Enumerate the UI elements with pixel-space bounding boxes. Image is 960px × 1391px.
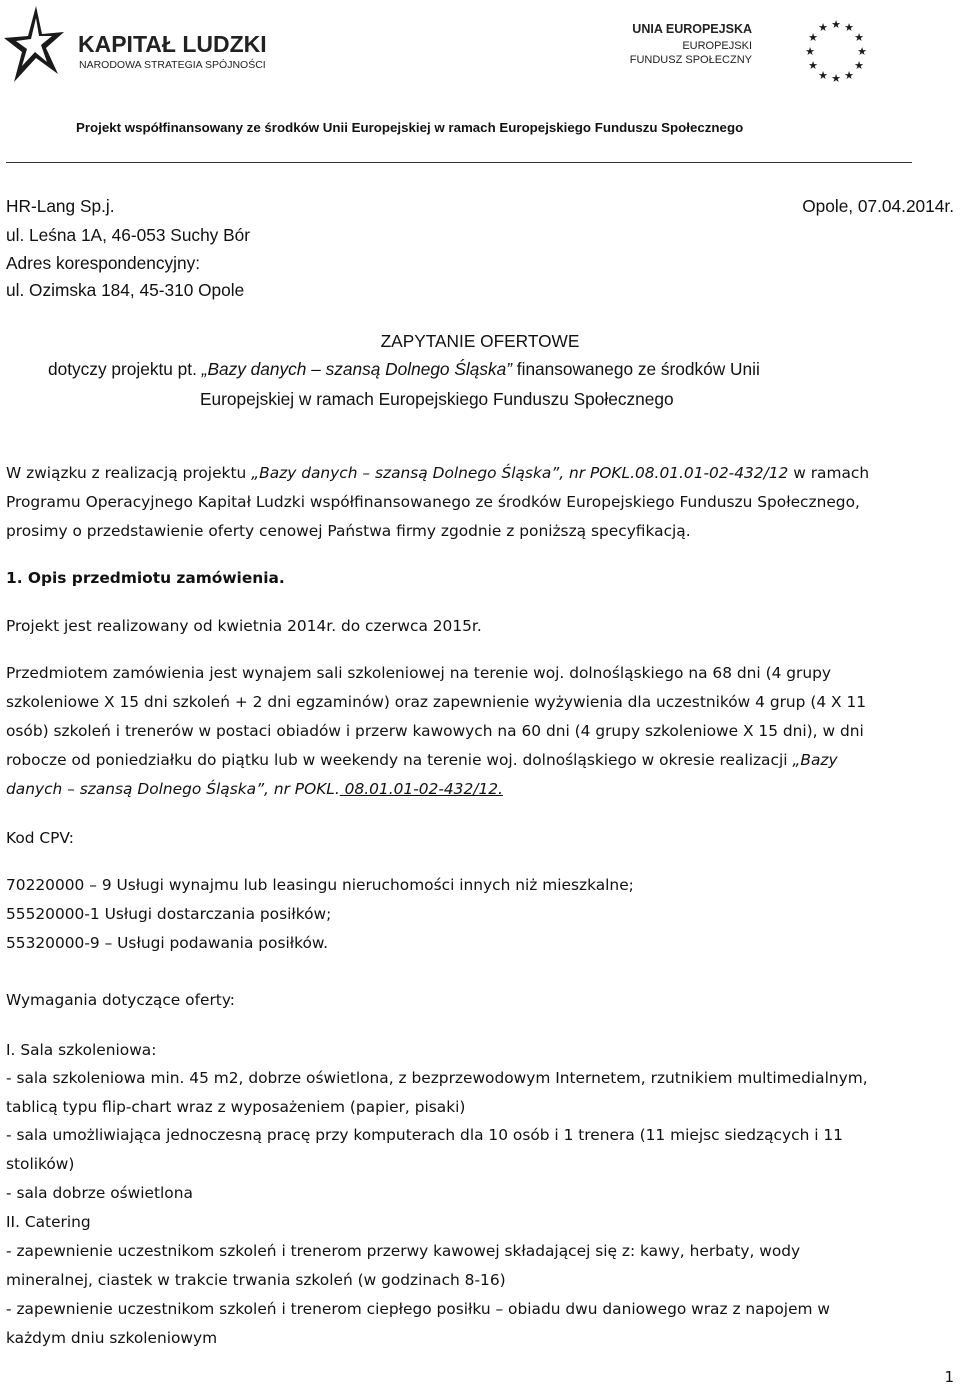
intro-project-ref: „Bazy danych – szansą Dolnego Śląska”, nr POKL.08.01.01-02-432/12 [251,464,789,482]
header-divider [6,162,912,163]
requirements-label: Wymagania dotyczące oferty: [6,991,235,1009]
requirement-line: tablicą typu flip-chart wraz z wyposażeniem (papier, pisaki) [6,1098,466,1116]
svg-text:★: ★ [831,18,841,31]
svg-text:★: ★ [857,45,867,58]
scope-line-5 [6,780,503,798]
kapital-ludzki-star-icon [2,4,66,90]
scope-line-4-project: „Bazy [792,751,838,769]
svg-text:★: ★ [805,45,815,58]
requirement-line: każdym dniu szkoleniowym [6,1329,218,1347]
scope-line-3: osób) szkoleń i trenerów w postaci obiadów i przerw kawowych na 60 dni (4 grupy szkoleniowe X 15 dni), w dni [6,722,864,740]
eu-logo-line3: FUNDUSZ SPOŁECZNY [629,54,752,66]
svg-text:★: ★ [844,21,854,34]
kapital-ludzki-title: KAPITAŁ LUDZKI [78,31,267,57]
svg-text:★: ★ [854,59,864,72]
requirement-line: stolików) [6,1155,75,1173]
requirement-line: - sala umożliwiająca jednoczesną pracę przy komputerach dla 10 osób i 1 trenera (11 miejsc siedzących i 11 [6,1126,843,1144]
scope-line-1: Przedmiotem zamówienia jest wynajem sali szkoleniowej na terenie woj. dolnośląskiego na 68 dni (4 grupy [6,664,831,682]
svg-text:★: ★ [818,69,828,82]
eu-logo [629,16,872,88]
requirement-line: II. Catering [6,1213,91,1231]
requirement-line: I. Sala szkoleniowa: [6,1041,157,1059]
intro-line-2: Programu Operacyjnego Kapitał Ludzki współfinansowanego ze środków Europejskiego Funduszu Społecznego, [6,493,860,511]
eu-stars-icon [800,16,872,88]
svg-text:★: ★ [818,21,828,34]
svg-text:★: ★ [808,59,818,72]
requirement-line: - zapewnienie uczestnikom szkoleń i trenerom przerwy kawowej składającej się z: kawy, herbaty, wody [6,1242,801,1260]
cpv-item: 70220000 – 9 Usługi wynajmu lub leasingu nieruchomości innych niż mieszkalne; [6,876,634,894]
svg-text:★: ★ [808,31,818,44]
project-period: Projekt jest realizowany od kwietnia 2014r. do czerwca 2015r. [6,617,482,635]
eu-logo-line1: UNIA EUROPEJSKA [632,22,752,36]
cpv-item: 55520000-1 Usługi dostarczania posiłków; [6,905,332,923]
scope-line-4 [6,751,838,769]
intro-text-c: w ramach [793,464,870,482]
page-number: 1 [944,1368,954,1386]
cpv-label: Kod CPV: [6,829,74,847]
svg-text:★: ★ [844,69,854,82]
svg-text:★: ★ [854,31,864,44]
title-project-name: „Bazy danych – szansą Dolnego Śląska” [201,359,512,379]
requirement-line: mineralnej, ciastek w trakcie trwania szkoleń (w godzinach 8-16) [6,1271,506,1289]
requirement-line: - zapewnienie uczestnikom szkoleń i trenerom ciepłego posiłku – obiadu dwu daniowego wraz z napojem w [6,1300,831,1318]
scope-line-2: szkoleniowe X 15 dni szkoleń + 2 dni egzaminów) oraz zapewnienie wyżywienia dla uczestników 4 grup (4 X 11 [6,693,867,711]
kapital-ludzki-subtitle: NARODOWA STRATEGIA SPÓJNOŚCI [79,59,266,71]
intro-text-a: W związku z realizacją projektu [6,464,247,482]
scope-project-name: danych – szansą Dolnego Śląska”, nr POKL. [6,780,340,798]
eu-logo-line2: EUROPEJSKI [682,40,752,52]
section-1-heading: 1. Opis przedmiotu zamówienia. [6,569,285,587]
requirement-line: - sala dobrze oświetlona [6,1184,193,1202]
scope-project-number: 08.01.01-02-432/12. [339,780,503,798]
requirement-line: - sala szkoleniowa min. 45 m2, dobrze oświetlona, z bezprzewodowym Internetem, rzutnikiem multimedialnym, [6,1069,868,1087]
title-suffix: finansowanego ze środków Unii [516,359,760,379]
intro-line-3: prosimy o przedstawienie oferty cenowej Państwa firmy zgodnie z poniższą specyfikacją. [6,522,691,540]
scope-line-4-text: robocze od poniedziałku do piątku lub w weekendy na terenie woj. dolnośląskiego w okresie realizacji [6,751,788,769]
svg-text:★: ★ [831,72,841,85]
title-line-2 [48,359,760,380]
cofinance-note: Projekt współfinansowany ze środków Unii Europejskiej w ramach Europejskiego Funduszu Społecznego [76,120,744,135]
intro-line-1 [6,464,869,482]
sender-address: ul. Leśna 1A, 46-053 Suchy Bór [6,225,251,245]
sender-name: HR-Lang Sp.j. [6,196,115,216]
sender-correspondence-label: Adres korespondencyjny: [6,253,201,273]
document-title: ZAPYTANIE OFERTOWE [380,331,580,351]
document-date: Opole, 07.04.2014r. [802,196,954,216]
sender-correspondence-address: ul. Ozimska 184, 45-310 Opole [6,280,245,300]
kapital-ludzki-logo [2,4,272,90]
title-line-3: Europejskiej w ramach Europejskiego Funduszu Społecznego [200,389,674,409]
cpv-item: 55320000-9 – Usługi podawania posiłków. [6,934,328,952]
title-prefix: dotyczy projektu pt. [48,359,197,379]
